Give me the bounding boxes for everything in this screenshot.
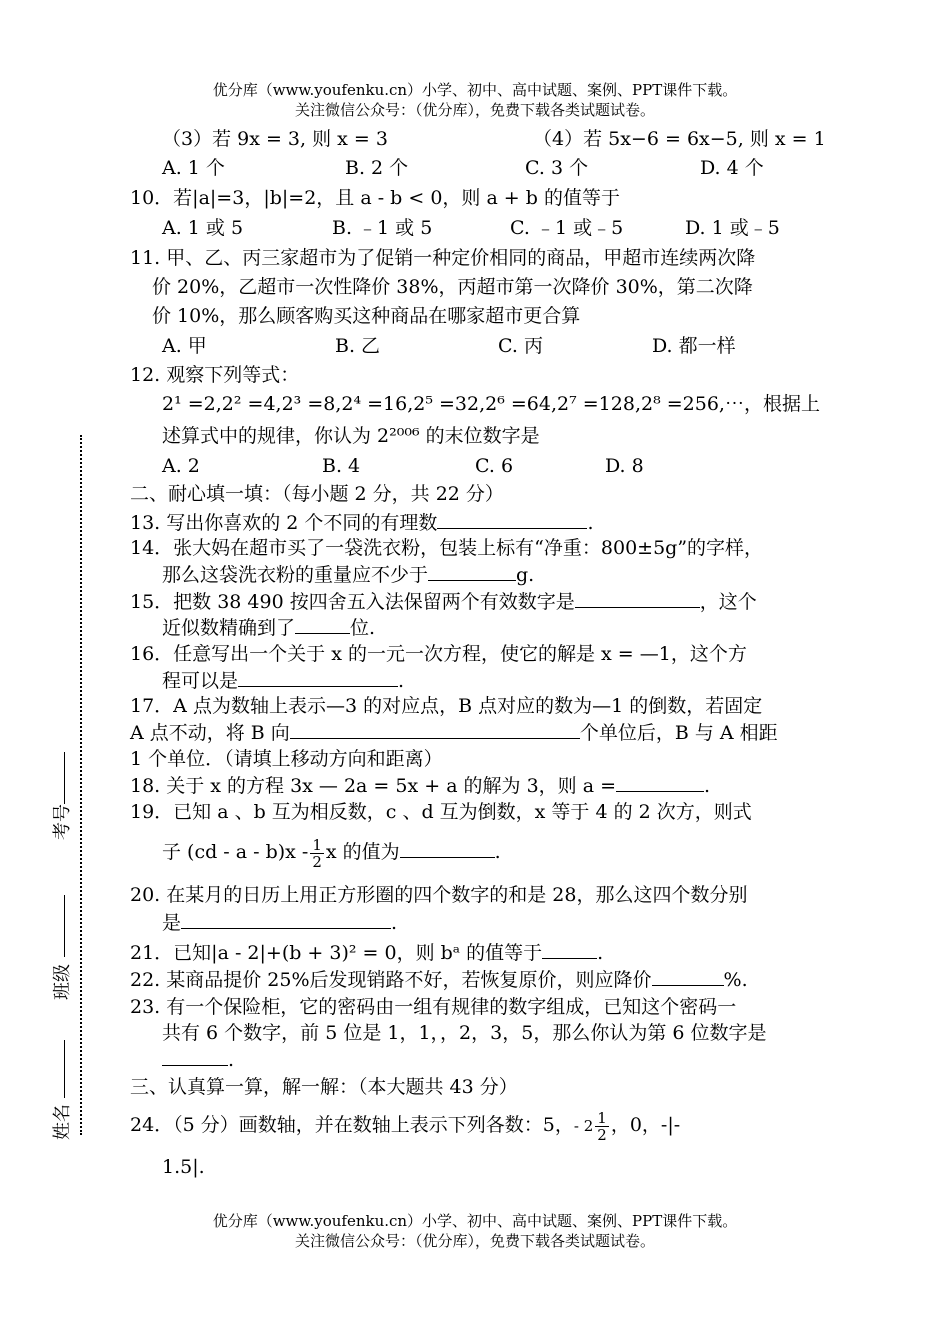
q24-line-2: 1.5|. bbox=[162, 1156, 205, 1178]
q23-line-3: . bbox=[162, 1047, 234, 1072]
q11-line-1: 11. 甲、乙、丙三家超市为了促销一种定价相同的商品，甲超市连续两次降 bbox=[130, 247, 756, 269]
side-label-kaohao: 考号 bbox=[52, 804, 73, 840]
q12-line-2: 2¹ =2,2² =4,2³ =8,2⁴ =16,2⁵ =32,2⁶ =64,2⁷ =128,2⁸ =256,⋯，根据上 bbox=[162, 393, 820, 415]
q22-text: 22. 某商品提价 25%后发现销路不好，若恢复原价，则应降价 bbox=[130, 969, 652, 991]
q15-text-end: ，这个 bbox=[699, 591, 757, 613]
q14-answer-blank[interactable] bbox=[428, 562, 516, 581]
question-18: 18. 关于 x 的方程 3x — 2a = 5x + a 的解为 3，则 a = . bbox=[130, 775, 711, 797]
q19-fraction bbox=[310, 837, 324, 870]
section-3-heading: 三、认真算一算，解一解：（本大题共 43 分） bbox=[130, 1076, 518, 1098]
q10-option-d: D. 1 或﹣5 bbox=[685, 217, 780, 239]
q17-text: A 点不动，将 B 向 bbox=[130, 722, 290, 744]
side-label-xingming: 姓名 bbox=[52, 1104, 73, 1140]
q14-line-2 bbox=[162, 562, 534, 587]
q22-text-end: %. bbox=[723, 969, 748, 991]
q17-text-end: 个单位后，B 与 A 相距 bbox=[579, 722, 778, 744]
q20-line-2: 是 . bbox=[162, 912, 398, 934]
q19-answer-blank[interactable] bbox=[400, 839, 495, 858]
q23-line-2: 共有 6 个数字，前 5 位是 1，1，，2，3，5，那么你认为第 6 位数字是 bbox=[162, 1022, 767, 1044]
q23-line-1: 23. 有一个保险柜，它的密码由一组有规律的数字组成，已知这个密码一 bbox=[130, 996, 737, 1018]
q9-option-d: D. 4 个 bbox=[700, 157, 764, 179]
q11-option-c: C. 丙 bbox=[498, 335, 543, 357]
q14-unit: g. bbox=[516, 564, 535, 586]
q12-option-a: A. 2 bbox=[162, 455, 200, 477]
q12-line-1: 12. 观察下列等式： bbox=[130, 364, 300, 386]
q11-option-a: A. 甲 bbox=[162, 335, 207, 357]
side-blank-kaohao bbox=[64, 752, 65, 804]
side-blank-xingming bbox=[64, 1040, 65, 1098]
q24-frac-num: 1 bbox=[597, 1108, 607, 1127]
q19-text-a: 子 (cd - a - b)x - bbox=[162, 841, 309, 863]
q24-frac-den: 2 bbox=[597, 1125, 607, 1144]
q15-answer-blank-1[interactable] bbox=[575, 589, 700, 608]
q12-option-c: C. 6 bbox=[475, 455, 514, 477]
q15-line-2 bbox=[162, 615, 375, 640]
q19-frac-num: 1 bbox=[312, 835, 322, 854]
q13-text: 13. 写出你喜欢的 2 个不同的有理数 bbox=[130, 512, 438, 534]
q20-line-1: 20. 在某月的日历上用正方形圈的四个数字的和是 28，那么这四个数分别 bbox=[130, 884, 748, 906]
q17-line-1: 17．A 点为数轴上表示—3 的对应点，B 点对应的数为—1 的倒数，若固定 bbox=[130, 695, 763, 717]
q24-line-1 bbox=[130, 1105, 680, 1146]
q24-fraction bbox=[595, 1110, 609, 1143]
q15-text-2-end: 位. bbox=[350, 617, 376, 639]
q19-text-b: x 的值为 bbox=[325, 841, 400, 863]
q21-text: 21．已知|a - 2|+(b + 3)² = 0，则 bᵃ 的值等于 bbox=[130, 942, 543, 964]
q23-answer-blank[interactable] bbox=[162, 1047, 228, 1066]
q15-answer-blank-2[interactable] bbox=[295, 615, 350, 634]
q15-text: 15．把数 38 490 按四舍五入法保留两个有效数字是 bbox=[130, 591, 575, 613]
footer-line-1: 优分库（www.youfenku.cn）小学、初中、高中试题、案例、PPT课件下载。 bbox=[212, 1212, 738, 1230]
q19-line-1: 19．已知 a 、b 互为相反数，c 、d 互为倒数，x 等于 4 的 2 次方，则式 bbox=[130, 801, 752, 823]
q22-answer-blank[interactable] bbox=[652, 967, 724, 986]
q15-line-1 bbox=[130, 589, 757, 614]
question-22 bbox=[130, 967, 748, 992]
footer-line-2: 关注微信公众号：（优分库），免费下载各类试题试卷。 bbox=[294, 1232, 655, 1250]
q16-answer-blank[interactable] bbox=[238, 668, 398, 687]
q10-option-a: A. 1 或 5 bbox=[162, 217, 244, 239]
q18-answer-blank[interactable] bbox=[616, 773, 704, 792]
q17-line-2 bbox=[130, 720, 778, 745]
q9-option-c: C. 3 个 bbox=[525, 157, 589, 179]
q11-line-2: 价 20%，乙超市一次性降价 38%，丙超市第一次降价 30%，第二次降 bbox=[152, 276, 753, 298]
q18-text: 18. 关于 x 的方程 3x — 2a = 5x + a 的解为 3，则 a = bbox=[130, 775, 617, 797]
q9-option-b: B. 2 个 bbox=[345, 157, 409, 179]
q10-option-b: B. ﹣1 或 5 bbox=[332, 217, 433, 239]
q10-option-c: C. ﹣1 或﹣5 bbox=[510, 217, 624, 239]
q19-frac-den: 2 bbox=[312, 852, 322, 871]
q11-option-d: D. 都一样 bbox=[652, 335, 736, 357]
q24-text-b: ，0，-|- bbox=[610, 1114, 681, 1136]
section-2-heading: 二、耐心填一填：（每小题 2 分，共 22 分） bbox=[130, 483, 504, 505]
question-21: 21．已知|a - 2|+(b + 3)² = 0，则 bᵃ 的值等于 . bbox=[130, 942, 604, 964]
q9-option-a: A. 1 个 bbox=[162, 157, 225, 179]
q16-text: 程可以是 bbox=[162, 670, 239, 692]
q24-text-a: 24．（5 分）画数轴，并在数轴上表示下列各数：5， bbox=[130, 1114, 574, 1136]
q16-line-2: 程可以是 . bbox=[162, 670, 405, 692]
q9-item-3: （3）若 9x = 3, 则 x = 3 bbox=[162, 128, 388, 150]
side-label-banji: 班级 bbox=[52, 964, 73, 1000]
q14-line-1: 14．张大妈在超市买了一袋洗衣粉，包装上标有“净重：800±5g”的字样， bbox=[130, 537, 764, 559]
q12-option-d: D. 8 bbox=[605, 455, 644, 477]
q20-text: 是 bbox=[162, 912, 182, 934]
binding-dotted-line bbox=[80, 435, 82, 1135]
q17-line-3: 1 个单位．（请填上移动方向和距离） bbox=[130, 748, 443, 770]
q13-answer-blank[interactable] bbox=[437, 510, 587, 529]
side-blank-banji bbox=[64, 895, 65, 957]
q15-text-2: 近似数精确到了 bbox=[162, 617, 296, 639]
q11-line-3: 价 10%，那么顾客购买这种商品在哪家超市更合算 bbox=[152, 305, 581, 327]
header-line-2: 关注微信公众号：（优分库），免费下载各类试题试卷。 bbox=[294, 101, 655, 119]
q11-option-b: B. 乙 bbox=[335, 335, 381, 357]
q9-item-4: （4）若 5x−6 = 6x−5, 则 x = 1 bbox=[533, 128, 826, 150]
question-13: 13. 写出你喜欢的 2 个不同的有理数 . bbox=[130, 512, 594, 534]
q10-stem: 10．若|a|=3，|b|=2，且 a - b < 0，则 a + b 的值等于 bbox=[130, 187, 620, 209]
q12-line-3: 述算式中的规律，你认为 2²⁰⁰⁶ 的末位数字是 bbox=[162, 425, 540, 447]
q24-mixed-whole: - 2 bbox=[573, 1117, 594, 1135]
q19-line-2: 子 (cd - a - b)x - $\frac{1}{2}$ x 的值为 . bbox=[162, 835, 501, 871]
q20-answer-blank[interactable] bbox=[181, 910, 391, 929]
q12-option-b: B. 4 bbox=[322, 455, 361, 477]
q17-answer-blank[interactable] bbox=[290, 720, 580, 739]
q16-line-1: 16．任意写出一个关于 x 的一元一次方程，使它的解是 x = —1，这个方 bbox=[130, 643, 747, 665]
q14-text: 那么这袋洗衣粉的重量应不少于 bbox=[162, 564, 429, 586]
header-line-1: 优分库（www.youfenku.cn）小学、初中、高中试题、案例、PPT课件下载。 bbox=[212, 81, 738, 99]
q21-answer-blank[interactable] bbox=[542, 940, 597, 959]
